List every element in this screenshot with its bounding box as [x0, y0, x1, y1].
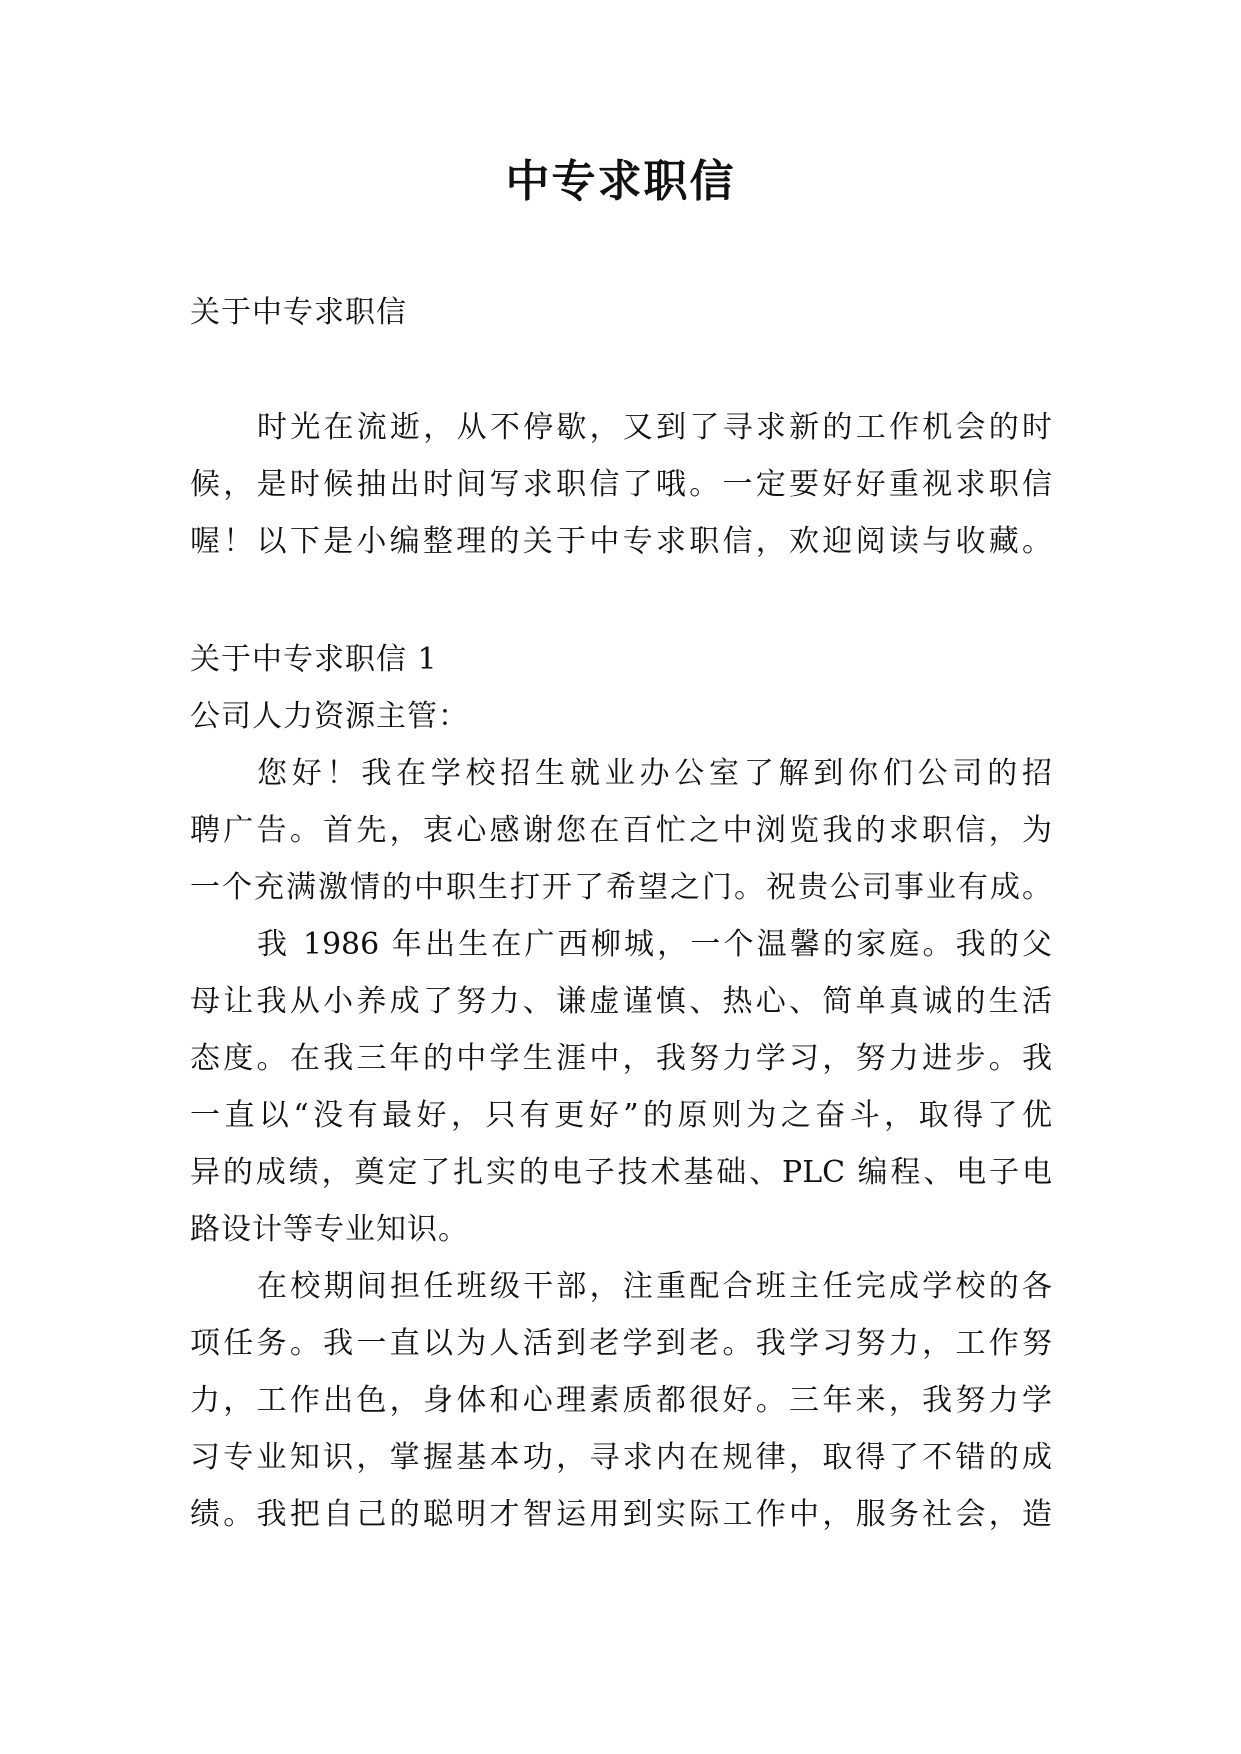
paragraph-line: 聘广告。首先，衷心感谢您在百忙之中浏览我的求职信，为: [190, 813, 1052, 848]
paragraph-line: 母让我从小养成了努力、谦虚谨慎、热心、简单真诚的生活: [190, 984, 1052, 1019]
paragraph-line: 一个充满激情的中职生打开了希望之门。祝贵公司事业有成。: [190, 870, 1052, 905]
intro-line: 时光在流逝，从不停歇，又到了寻求新的工作机会的时: [257, 410, 1052, 445]
section-heading: 关于中专求职信 1: [190, 642, 438, 677]
paragraph-line: 力，工作出色，身体和心理素质都很好。三年来，我努力学: [190, 1383, 1052, 1418]
paragraph-line: 路设计等专业知识。: [190, 1212, 469, 1247]
paragraph-line: 我 1986 年出生在广西柳城，一个温馨的家庭。我的父: [257, 927, 1052, 962]
intro-line: 喔！以下是小编整理的关于中专求职信，欢迎阅读与收藏。: [190, 524, 1052, 559]
paragraph-line: 习专业知识，掌握基本功，寻求内在规律，取得了不错的成: [190, 1440, 1052, 1475]
paragraph-line: 项任务。我一直以为人活到老学到老。我学习努力，工作努: [190, 1326, 1052, 1361]
paragraph-line: 绩。我把自己的聪明才智运用到实际工作中，服务社会，造: [190, 1497, 1052, 1532]
intro-line: 候，是时候抽出时间写求职信了哦。一定要好好重视求职信: [190, 467, 1052, 502]
paragraph-line: 态度。在我三年的中学生涯中，我努力学习，努力进步。我: [190, 1041, 1052, 1076]
paragraph-line: 异的成绩，奠定了扎实的电子技术基础、PLC 编程、电子电: [190, 1155, 1052, 1190]
paragraph-line: 一直以“没有最好，只有更好”的原则为之奋斗，取得了优: [190, 1098, 1052, 1133]
document-title: 中专求职信: [505, 156, 736, 207]
salutation: 公司人力资源主管：: [190, 699, 469, 734]
paragraph-line: 您好！我在学校招生就业办公室了解到你们公司的招: [257, 756, 1052, 791]
document-subtitle: 关于中专求职信: [190, 295, 407, 330]
paragraph-line: 在校期间担任班级干部，注重配合班主任完成学校的各: [257, 1269, 1052, 1304]
